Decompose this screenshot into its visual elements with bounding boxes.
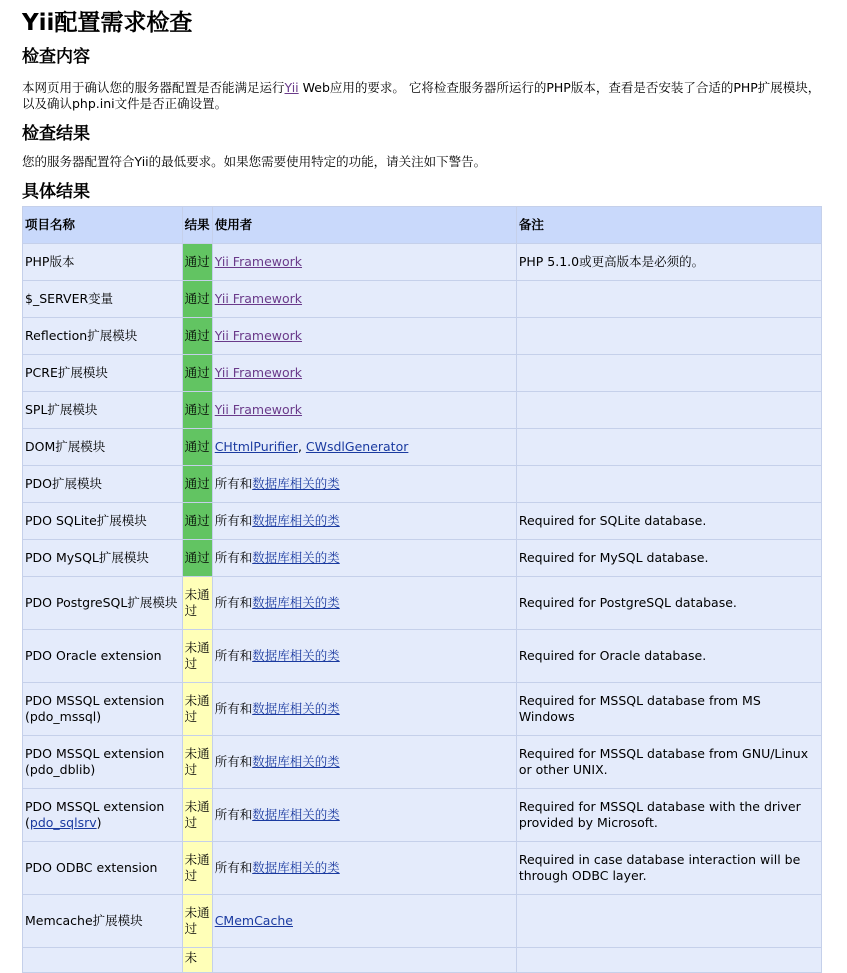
result-fail: 未通过 — [182, 789, 212, 842]
result-fail: 未通过 — [182, 736, 212, 789]
row-note — [516, 281, 821, 318]
row-name: PDO PostgreSQL扩展模块 — [23, 577, 183, 630]
row-users: 所有和数据库相关的类 — [212, 736, 516, 789]
header-users: 使用者 — [212, 207, 516, 244]
row-users: 所有和数据库相关的类 — [212, 842, 516, 895]
row-users: 所有和数据库相关的类 — [212, 789, 516, 842]
table-row — [23, 244, 822, 281]
requirements-table — [22, 206, 822, 973]
row-users: CHtmlPurifier, CWsdlGenerator — [212, 429, 516, 466]
result-pass: 通过 — [182, 318, 212, 355]
result-fail: 未 — [182, 948, 212, 973]
result-fail: 未通过 — [182, 630, 212, 683]
row-note — [516, 466, 821, 503]
yii-framework-link[interactable]: Yii Framework — [214, 328, 303, 343]
row-users — [212, 355, 516, 392]
db-classes-link[interactable]: 数据库相关的类 — [252, 648, 340, 663]
result-fail: 未通过 — [182, 577, 212, 630]
detail-heading: 具体结果 — [22, 182, 90, 202]
row-name: Reflection扩展模块 — [23, 318, 183, 355]
row-users: 所有和数据库相关的类 — [212, 503, 516, 540]
yii-framework-link[interactable]: Yii Framework — [214, 402, 303, 417]
row-note: Required for MSSQL database from MS Windows — [516, 683, 821, 736]
row-users — [212, 948, 516, 973]
yii-link[interactable]: Yii — [284, 80, 299, 95]
result-heading: 检查结果 — [22, 124, 90, 144]
table-row — [23, 466, 822, 503]
pdo-sqlsrv-link[interactable]: pdo_sqlsrv — [29, 815, 97, 830]
yii-framework-link[interactable]: Yii Framework — [214, 291, 303, 306]
result-pass: 通过 — [182, 244, 212, 281]
table-row — [23, 736, 822, 789]
db-classes-link[interactable]: 数据库相关的类 — [252, 701, 340, 716]
db-classes-link[interactable]: 数据库相关的类 — [252, 860, 340, 875]
row-name: PDO扩展模块 — [23, 466, 183, 503]
table-row — [23, 948, 822, 973]
row-users — [212, 318, 516, 355]
row-users — [212, 392, 516, 429]
result-text: 您的服务器配置符合Yii的最低要求。如果您需要使用特定的功能，请关注如下警告。 — [22, 154, 487, 169]
db-classes-link[interactable]: 数据库相关的类 — [252, 595, 340, 610]
intro-text: 本网页用于确认您的服务器配置是否能满足运行Yii Web应用的要求。 它将检查服务器所运行的PHP版本，查看是否安装了合适的PHP扩展模块，以及确认php.ini文件是否正确设置。 — [22, 80, 821, 111]
row-note: Required for SQLite database. — [516, 503, 821, 540]
header-result: 结果 — [182, 207, 212, 244]
row-name: DOM扩展模块 — [23, 429, 183, 466]
table-row — [23, 540, 822, 577]
row-note: Required for MSSQL database with the driver provided by Microsoft. — [516, 789, 821, 842]
table-row — [23, 683, 822, 736]
yii-framework-link[interactable]: Yii Framework — [214, 254, 303, 269]
table-row — [23, 842, 822, 895]
table-row — [23, 429, 822, 466]
row-note — [516, 948, 821, 973]
row-users — [212, 895, 516, 948]
table-row — [23, 503, 822, 540]
row-name: PDO MSSQL extension (pdo_sqlsrv) — [23, 789, 183, 842]
yii-framework-link[interactable]: Yii Framework — [214, 365, 303, 380]
row-users — [212, 244, 516, 281]
result-fail: 未通过 — [182, 683, 212, 736]
cwsdlgenerator-link[interactable]: CWsdlGenerator — [305, 439, 409, 454]
header-note: 备注 — [516, 207, 821, 244]
result-fail: 未通过 — [182, 895, 212, 948]
result-pass: 通过 — [182, 392, 212, 429]
row-note: Required for PostgreSQL database. — [516, 577, 821, 630]
row-note: Required for MySQL database. — [516, 540, 821, 577]
row-note: PHP 5.1.0或更高版本是必须的。 — [516, 244, 821, 281]
header-name: 项目名称 — [23, 207, 183, 244]
db-classes-link[interactable]: 数据库相关的类 — [252, 754, 340, 769]
result-pass: 通过 — [182, 540, 212, 577]
cmemcache-link[interactable]: CMemCache — [214, 913, 293, 928]
row-note: Required for Oracle database. — [516, 630, 821, 683]
table-row — [23, 630, 822, 683]
row-name: Memcache扩展模块 — [23, 895, 183, 948]
row-users: 所有和数据库相关的类 — [212, 466, 516, 503]
result-pass: 通过 — [182, 429, 212, 466]
row-users: 所有和数据库相关的类 — [212, 683, 516, 736]
result-fail: 未通过 — [182, 842, 212, 895]
db-classes-link[interactable]: 数据库相关的类 — [252, 807, 340, 822]
row-name: $_SERVER变量 — [23, 281, 183, 318]
table-row — [23, 895, 822, 948]
row-name: PDO MSSQL extension (pdo_dblib) — [23, 736, 183, 789]
row-note — [516, 392, 821, 429]
table-row — [23, 789, 822, 842]
row-users: 所有和数据库相关的类 — [212, 630, 516, 683]
row-note — [516, 429, 821, 466]
row-name: PDO Oracle extension — [23, 630, 183, 683]
table-row — [23, 392, 822, 429]
row-name — [23, 948, 183, 973]
db-classes-link[interactable]: 数据库相关的类 — [252, 476, 340, 491]
row-users: 所有和数据库相关的类 — [212, 577, 516, 630]
row-name: PDO SQLite扩展模块 — [23, 503, 183, 540]
table-row — [23, 355, 822, 392]
result-pass: 通过 — [182, 503, 212, 540]
row-note — [516, 895, 821, 948]
row-note: Required for MSSQL database from GNU/Linux or other UNIX. — [516, 736, 821, 789]
table-row — [23, 281, 822, 318]
chtmlpurifier-link[interactable]: CHtmlPurifier — [214, 439, 298, 454]
row-name: PCRE扩展模块 — [23, 355, 183, 392]
row-name: SPL扩展模块 — [23, 392, 183, 429]
db-classes-link[interactable]: 数据库相关的类 — [252, 513, 340, 528]
row-name: PDO ODBC extension — [23, 842, 183, 895]
db-classes-link[interactable]: 数据库相关的类 — [252, 550, 340, 565]
page-title: Yii配置需求检查 — [22, 10, 193, 36]
row-note: Required in case database interaction will be through ODBC layer. — [516, 842, 821, 895]
row-users: 所有和数据库相关的类 — [212, 540, 516, 577]
row-name: PHP版本 — [23, 244, 183, 281]
row-name: PDO MSSQL extension (pdo_mssql) — [23, 683, 183, 736]
result-pass: 通过 — [182, 466, 212, 503]
content-heading: 检查内容 — [22, 47, 90, 67]
table-row — [23, 577, 822, 630]
table-header-row — [23, 207, 822, 244]
result-pass: 通过 — [182, 355, 212, 392]
table-row — [23, 318, 822, 355]
result-pass: 通过 — [182, 281, 212, 318]
row-note — [516, 355, 821, 392]
row-note — [516, 318, 821, 355]
row-name: PDO MySQL扩展模块 — [23, 540, 183, 577]
row-users — [212, 281, 516, 318]
